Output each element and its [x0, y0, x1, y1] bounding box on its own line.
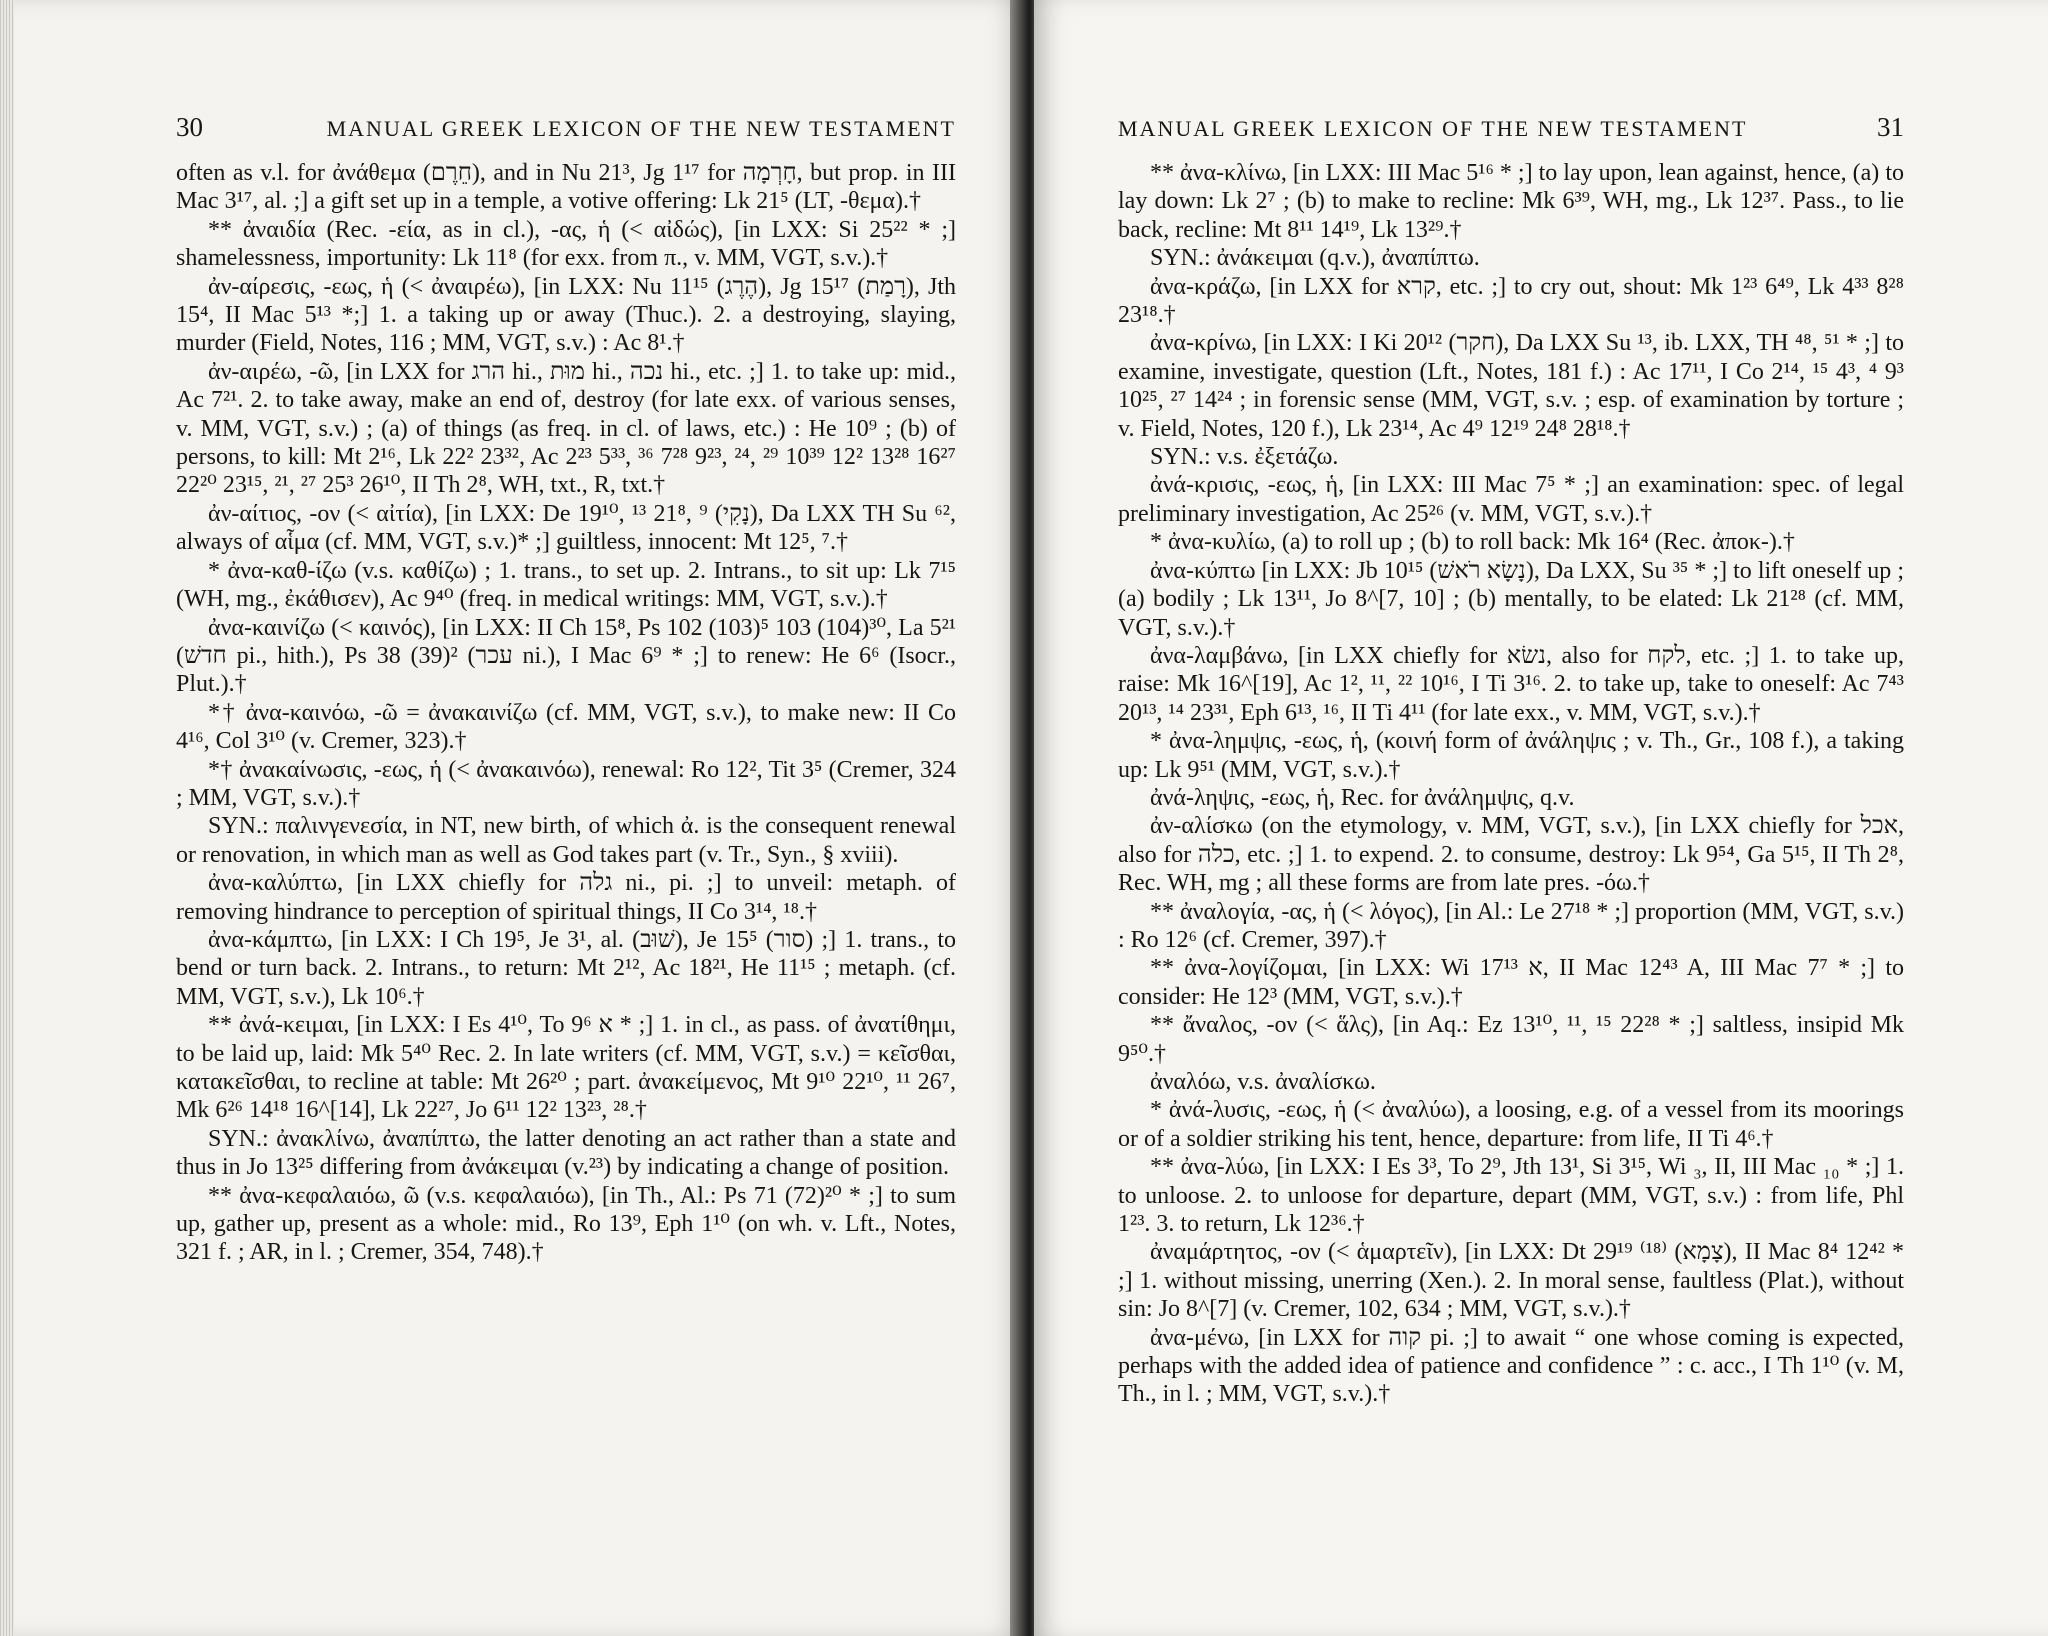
- lexicon-entry: ** ἀναιδία (Rec. -εία, as in cl.), -ας, ἡ (< αἰδώς), [in LXX: Si 25²² * ;] shamelessness, importunity: Lk 11⁸ (for exx. from π., v. MM, VGT, s.v.).†: [176, 216, 956, 272]
- synonym-note: SYN.: παλινγενεσία, in NT, new birth, of which ἀ. is the consequent renewal or renovation, in which man as well as God takes part (v. Tr., Syn., § xviii).: [176, 813, 956, 868]
- lexicon-entry: ἀνά-κρισις, -εως, ἡ, [in LXX: III Mac 7⁵ * ;] an examination: spec. of legal preliminary investigation, Ac 25²⁶ (v. MM, VGT, s.v.).†: [1118, 472, 1904, 527]
- lexicon-entry: * ἀνά-λυσις, -εως, ἡ (< ἀναλύω), a loosing, e.g. of a vessel from its moorings or of a soldier striking his tent, hence, departure: from life, II Ti 4⁶.†: [1118, 1097, 1904, 1152]
- synonym-note: SYN.: ἀνάκειμαι (q.v.), ἀναπίπτω.: [1150, 245, 1480, 272]
- lexicon-entry: ἀναμάρτητος, -ον (< ἁμαρτεῖν), [in LXX: Dt 29¹⁹ ⁽¹⁸⁾ (צָמָא), II Mac 8⁴ 12⁴² * ;] 1. without missing, unerring (Xen.). 2. In moral sense, faultless (Plat.), without sin: Jo 8^[7] (v. Cremer, 102, 634 ; MM, VGT, s.v.).†: [1118, 1239, 1904, 1323]
- lexicon-entry: ἀν-αιρέω, -ῶ, [in LXX for הרג hi., מוּת hi., נכה hi., etc. ;] 1. to take up: mid., Ac 7²¹. 2. to take away, make an end of, destroy (for late exx. of various senses, v. MM, VGT, s.v.) ; (a) of things (as freq. in cl. of laws, etc.) : He 10⁹ ; (b) of persons, to kill: Mt 2¹⁶, Lk 22² 23³², Ac 2²³ 5³³, ³⁶ 7²⁸ 9²³, ²⁴, ²⁹ 10³⁹ 12² 13²⁸ 16²⁷ 22²⁰ 23¹⁵, ²¹, ²⁷ 25³ 26¹⁰, II Th 2⁸, WH, txt., R, txt.†: [176, 358, 957, 499]
- left-entries: [176, 159, 956, 1267]
- synonym-note: SYN.: v.s. ἐξετάζω.: [1150, 444, 1339, 471]
- lexicon-entry: ἀναλόω, v.s. ἀναλίσκω.: [1150, 1069, 1376, 1095]
- lexicon-entry: ἀνα-κύπτω [in LXX: Jb 10¹⁵ (נָשָׂא רֹאשׁ), Da LXX, Su ³⁵ * ;] to lift oneself up ; (a) bodily ; Lk 13¹¹, Jo 8^[7, 10] ; (b) mentally, to be elated: Lk 21²⁸ (cf. MM, VGT, s.v.).†: [1118, 557, 1904, 641]
- lexicon-entry: * ἀνα-λημψις, -εως, ἡ, (κοινή form of ἀνάληψις ; v. Th., Gr., 108 f.), a taking up: Lk 9⁵¹ (MM, VGT, s.v.).†: [1118, 728, 1904, 783]
- lexicon-entry: ** ἀνα-κλίνω, [in LXX: III Mac 5¹⁶ * ;] to lay upon, lean against, hence, (a) to lay down: Lk 2⁷ ; (b) to make to recline: Mk 6³⁹, WH, mg., Lk 12³⁷. Pass., to lie back, recline: Mt 8¹¹ 14¹⁹, Lk 13²⁹.†: [1118, 160, 1904, 243]
- lexicon-entry: ἀνα-καλύπτω, [in LXX chiefly for גלה ni., pi. ;] to unveil: metaph. of removing hindrance to perception of spiritual things, II Co 3¹⁴, ¹⁸.†: [176, 870, 956, 925]
- lexicon-entry: * ἀνα-κυλίω, (a) to roll up ; (b) to roll back: Mk 16⁴ (Rec. ἀποκ-).†: [1150, 529, 1795, 556]
- lexicon-entry: ἀνά-ληψις, -εως, ἡ, Rec. for ἀνάλημψις, q.v.: [1150, 784, 1575, 811]
- lexicon-entry: ἀνα-λαμβάνω, [in LXX chiefly for נשׂא, also for לקח, etc. ;] 1. to take up, raise: Mk 16^[19], Ac 1², ¹¹, ²² 10¹⁶, I Ti 3¹⁶. 2. to take up, take to oneself: Ac 7⁴³ 20¹³, ¹⁴ 23³¹, Eph 6¹³, ¹⁶, II Ti 4¹¹ (for late exx., v. MM, VGT, s.v.).†: [1118, 642, 1904, 726]
- synonym-note: SYN.: ἀνακλίνω, ἀναπίπτω, the latter denoting an act rather than a state and thus in Jo 13²⁵ differing from ἀνάκειμαι (v.²³) by indicating a change of position.: [176, 1125, 956, 1181]
- lexicon-entry: ἀνα-κάμπτω, [in LXX: I Ch 19⁵, Je 3¹, al. (שׁוּב), Je 15⁵ (סור) ;] 1. trans., to bend or turn back. 2. Intrans., to return: Mt 2¹², Ac 18²¹, He 11¹⁵ ; metaph. (cf. MM, VGT, s.v.), Lk 10⁶.†: [176, 926, 957, 1010]
- left-running-head: [176, 112, 956, 143]
- left-page-column: [176, 112, 956, 1267]
- lexicon-entry: ** ἀναλογία, -ας, ἡ (< λόγος), [in Al.: Le 27¹⁸ * ;] proportion (MM, VGT, s.v.) : Ro 12⁶ (cf. Cremer, 397).†: [1118, 898, 1904, 953]
- lexicon-entry: ἀν-αίτιος, -ον (< αἰτία), [in LXX: De 19¹⁰, ¹³ 21⁸, ⁹ (נָקִי), Da LXX TH Su ⁶², always of αἷμα (cf. MM, VGT, s.v.)* ;] guiltless, innocent: Mt 12⁵, ⁷.†: [176, 500, 956, 556]
- right-running-head: [1118, 112, 1904, 143]
- right-running-title: MANUAL GREEK LEXICON OF THE NEW TESTAMENT: [1118, 116, 1748, 141]
- lexicon-entry: ἀνα-μένω, [in LXX for קוה pi. ;] to await “ one whose coming is expected, perhaps with the added idea of patience and confidence ” : c. acc., I Th 1¹⁰ (v. M, Th., in l. ; MM, VGT, s.v.).†: [1118, 1324, 1905, 1408]
- right-page-column: [1118, 112, 1904, 1409]
- lexicon-entry: ** ἀνά-κειμαι, [in LXX: I Es 4¹⁰, To 9⁶ א * ;] 1. in cl., as pass. of ἀνατίθημι, to be laid up, laid: Mk 5⁴⁰ Rec. 2. In late writers (cf. MM, VGT, s.v.) = κεῖσθαι, κατακεῖσθαι, to recline at table: Mt 26²⁰ ; part. ἀνακείμενος, Mt 9¹⁰ 22¹⁰, ¹¹ 26⁷, Mk 6²⁶ 14¹⁸ 16^[14], Lk 22²⁷, Jo 6¹¹ 12² 13²³, ²⁸.†: [176, 1012, 956, 1124]
- lexicon-entry: ** ἀνα-κεφαλαιόω, ῶ (v.s. κεφαλαιόω), [in Th., Al.: Ps 71 (72)²⁰ * ;] to sum up, gather up, present as a whole: mid., Ro 13⁹, Eph 1¹⁰ (on wh. v. Lft., Notes, 321 f. ; AR, in l. ; Cremer, 354, 748).†: [176, 1182, 956, 1266]
- lexicon-entry: ἀν-αλίσκω (on the etymology, v. MM, VGT, s.v.), [in LXX chiefly for אכל, also for כלה, etc. ;] 1. to expend. 2. to consume, destroy: Lk 9⁵⁴, Ga 5¹⁵, II Th 2⁸, Rec. WH, mg ; all these forms are from late pres. -όω.†: [1118, 813, 1904, 897]
- lexicon-entry: *† ἀνα-καινόω, -ῶ = ἀνακαινίζω (cf. MM, VGT, s.v.), to make new: II Co 4¹⁶, Col 3¹⁰ (v. Cremer, 323).†: [176, 699, 956, 755]
- lexicon-entry: ** ἀνα-λογίζομαι, [in LXX: Wi 17¹³ א, II Mac 12⁴³ A, III Mac 7⁷ * ;] to consider: He 12³ (MM, VGT, s.v.).†: [1118, 955, 1904, 1010]
- lexicon-entry: *† ἀνακαίνωσις, -εως, ἡ (< ἀνακαινόω), renewal: Ro 12², Tit 3⁵ (Cremer, 324 ; MM, VGT, s.v.).†: [176, 756, 956, 811]
- lexicon-entry: ἀν-αίρεσις, -εως, ἡ (< ἀναιρέω), [in LXX: Nu 11¹⁵ (הֶרֶג), Jg 15¹⁷ (רָמַת), Jth 15⁴, II Mac 5¹³ *;] 1. a taking up or away (Thuc.). 2. a destroying, slaying, murder (Field, Notes, 116 ; MM, VGT, s.v.) : Ac 8¹.†: [176, 273, 957, 357]
- lexicon-entry: ** ἀνα-λύω, [in LXX: I Es 3³, To 2⁹, Jth 13¹, Si 3¹⁵, Wi ₃, II, III Mac ₁₀ * ;] 1. to unloose. 2. to unloose for departure, depart (MM, VGT, s.v.) : from life, Phl 1²³. 3. to return, Lk 12³⁶.†: [1118, 1154, 1904, 1238]
- left-running-title: MANUAL GREEK LEXICON OF THE NEW TESTAMENT: [326, 116, 956, 141]
- lexicon-entry: ἀνα-κράζω, [in LXX for קרא, etc. ;] to cry out, shout: Mk 1²³ 6⁴⁹, Lk 4³³ 8²⁸ 23¹⁸.†: [1118, 273, 1904, 329]
- right-entries: [1118, 159, 1904, 1409]
- lexicon-entry: * ἀνα-καθ-ίζω (v.s. καθίζω) ; 1. trans., to set up. 2. Intrans., to sit up: Lk 7¹⁵ (WH, mg., ἐκάθισεν), Ac 9⁴⁰ (freq. in medical writings: MM, VGT, s.v.).†: [176, 557, 956, 613]
- lexicon-entry: often as v.l. for ἀνάθεμα (חֵרֶם), and in Nu 21³, Jg 1¹⁷ for חָרְמָה, but prop. in III Mac 3¹⁷, al. ;] a gift set up in a temple, a votive offering: Lk 21⁵ (LT, -θεμα).†: [176, 160, 956, 215]
- right-page-number: 31: [1877, 112, 1904, 142]
- lexicon-entry: ἀνα-καινίζω (< καινός), [in LXX: II Ch 15⁸, Ps 102 (103)⁵ 103 (104)³⁰, La 5²¹ (חדשׁ pi., hith.), Ps 38 (39)² (עכר ni.), I Mac 6⁹ * ;] to renew: He 6⁶ (Isocr., Plut.).†: [176, 614, 956, 698]
- left-page-number: 30: [176, 112, 203, 142]
- lexicon-entry: ** ἄναλος, -ον (< ἅλς), [in Aq.: Ez 13¹⁰, ¹¹, ¹⁵ 22²⁸ * ;] saltless, insipid Mk 9⁵⁰.†: [1118, 1012, 1904, 1067]
- lexicon-entry: ἀνα-κρίνω, [in LXX: I Ki 20¹² (חקר), Da LXX Su ¹³, ib. LXX, TH ⁴⁸, ⁵¹ * ;] to examine, investigate, question (Lft., Notes, 181 f.) : Ac 17¹¹, I Co 2¹⁴, ¹⁵ 4³, ⁴ 9³ 10²⁵, ²⁷ 14²⁴ ; in forensic sense (MM, VGT, s.v. ; esp. of examination by torture ; v. Field, Notes, 120 f.), Lk 23¹⁴, Ac 4⁹ 12¹⁹ 24⁸ 28¹⁸.†: [1118, 330, 1905, 442]
